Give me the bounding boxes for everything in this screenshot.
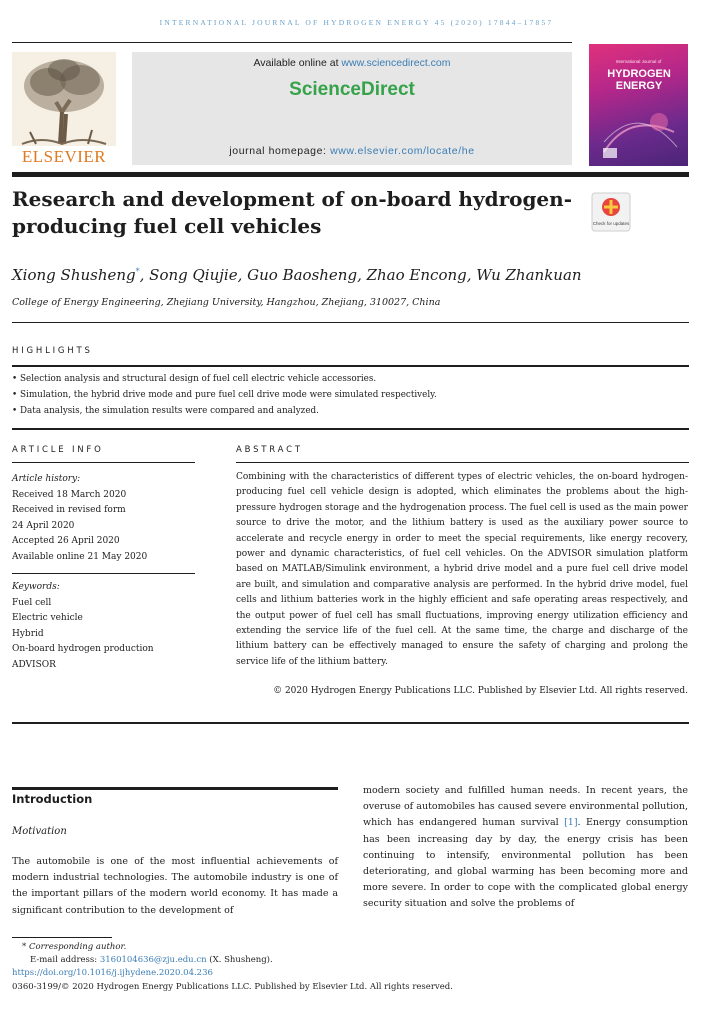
keywords-rule — [12, 573, 195, 574]
history-entry: Accepted 26 April 2020 — [12, 536, 120, 546]
journal-homepage-label: journal homepage: — [229, 145, 331, 157]
corresponding-author-note: * Corresponding author. — [22, 942, 127, 952]
keywords-block — [12, 580, 212, 673]
cover-title-line1: HYDROGEN — [607, 68, 671, 80]
citation-link[interactable]: [1] — [564, 817, 578, 829]
highlight-item: • Selection analysis and structural design of fuel cell electric vehicle accessories. — [12, 374, 377, 384]
history-entry: Available online 21 May 2020 — [12, 551, 148, 562]
email-label: E-mail address: — [30, 955, 100, 965]
cover-title — [595, 68, 683, 92]
sciencedirect-banner — [132, 52, 572, 165]
abstract-rule — [236, 462, 689, 463]
article-title-line2: producing fuel cell vehicles — [12, 214, 322, 238]
highlights-rule-top — [12, 365, 689, 367]
history-entry: 24 April 2020 — [12, 520, 75, 531]
article-history — [12, 472, 212, 565]
corresponding-author-marker[interactable]: * — [135, 267, 140, 276]
motivation-subheading: Motivation — [12, 826, 67, 837]
author-affiliation: College of Energy Engineering, Zhejiang University, Hangzhou, Zhejiang, 310027, China — [12, 297, 441, 308]
sciencedirect-link[interactable]: www.sciencedirect.com — [341, 57, 451, 69]
cover-small-text: International Journal of — [615, 59, 662, 64]
check-for-updates-label: Check for updates — [592, 221, 630, 226]
keyword-item: ADVISOR — [12, 659, 56, 670]
journal-cover-image — [589, 44, 688, 166]
email-link[interactable]: 3160104636@zju.edu.cn — [99, 955, 207, 965]
author-rest: , Song Qiujie, Guo Baosheng, Zhao Encong, Wu Zhankuan — [139, 266, 582, 284]
abstract-copyright: © 2020 Hydrogen Energy Publications LLC. Published by Elsevier Ltd. All rights reserved. — [273, 686, 688, 696]
affiliation-rule — [12, 322, 689, 323]
article-info-rule — [12, 462, 195, 463]
article-title-line1: Research and development of on-board hydrogen- — [12, 187, 572, 211]
keyword-item: On-board hydrogen production — [12, 644, 154, 654]
keyword-item: Fuel cell — [12, 597, 52, 608]
issn-copyright: 0360-3199/© 2020 Hydrogen Energy Publications LLC. Published by Elsevier Ltd. All rights reserved. — [12, 982, 453, 992]
body-right-text-continued: . Energy consumption has been increasing day by day, the energy crisis has been continuing to intensify, environmental pollution has been deteriorating, and global warming has been becoming more and more severe. In order to cope with the complicated global energy security situation and solve the problems of — [363, 817, 688, 910]
body-right-text: modern society and fulfilled human needs. In recent years, the overuse of automobiles has caused severe environmental pollution, which has endangered human survival — [363, 785, 688, 829]
top-rule — [12, 42, 572, 43]
available-online-line — [132, 57, 572, 69]
header-thick-rule — [12, 172, 689, 177]
abstract-heading: ABSTRACT — [236, 445, 303, 455]
author-first: Xiong Shusheng — [12, 266, 136, 284]
article-history-label: Article history: — [12, 474, 81, 484]
highlights-rule-bottom — [12, 428, 689, 430]
introduction-body-right — [363, 783, 688, 913]
abstract-bottom-rule — [12, 722, 689, 724]
history-entry: Received in revised form — [12, 505, 126, 515]
author-list — [12, 266, 692, 284]
history-entry: Received 18 March 2020 — [12, 489, 127, 500]
highlights-heading: HIGHLIGHTS — [12, 346, 93, 356]
introduction-heading: Introduction — [12, 792, 93, 806]
keyword-item: Hybrid — [12, 628, 44, 639]
sciencedirect-logo-text: ScienceDirect — [289, 79, 415, 100]
introduction-body-left: The automobile is one of the most influential achievements of modern industrial technologies. The automobile industry is one of the important pillars of the modern world economy. It has made a significant contribution to the development of — [12, 856, 338, 916]
email-suffix: (X. Shusheng). — [206, 955, 273, 965]
highlight-item: • Simulation, the hybrid drive mode and pure fuel cell drive mode were simulated respectively. — [12, 390, 437, 400]
cover-title-line2: ENERGY — [615, 80, 663, 92]
check-for-updates-icon[interactable] — [591, 192, 631, 232]
journal-running-head: INTERNATIONAL JOURNAL OF HYDROGEN ENERGY 45 (2020) 17844–17857 — [159, 18, 554, 27]
footnote-rule — [12, 937, 112, 938]
keywords-label: Keywords: — [12, 582, 60, 592]
doi-link[interactable]: https://doi.org/10.1016/j.ijhydene.2020.04.236 — [12, 968, 213, 978]
cover-artwork — [599, 102, 679, 162]
email-footnote — [30, 955, 713, 965]
introduction-rule — [12, 787, 338, 790]
highlight-item: • Data analysis, the simulation results were compared and analyzed. — [12, 406, 319, 416]
journal-homepage-link[interactable]: www.elsevier.com/locate/he — [330, 145, 475, 157]
keyword-item: Electric vehicle — [12, 613, 83, 623]
journal-homepage-line — [132, 145, 572, 157]
elsevier-wordmark: ELSEVIER — [21, 147, 107, 166]
article-title — [12, 186, 587, 240]
abstract-text: Combining with the characteristics of different types of electric vehicles, the on-board hydrogen-producing fuel cell vehicle design is adopted, which eliminates the problems about the high-pressure hydrogen storage and the hydrogenation process. The fuel cell is used as the main power source to drive the motor, and the lithium battery is used as the auxiliary power source to accelerate and recycle energy in order to meet the special requirements, like energy recovery, power and dynamic characteristics, of fuel cell vehicles. On the ADVISOR simulation platform based on MATLAB/Simulink environment, a hybrid drive model and a pure fuel cell drive model are built, and simulation and comparative analysis are performed. In the hybrid drive model, fuel cells and lithium batteries work in the highly efficient and safe operating areas respectively, and the output power of fuel cell has small fluctuations, improving energy utilization efficiency and extending the service life of the fuel cell. At the same time, the charge and discharge of the lithium battery can be effectively managed to ensure the safety of charging and prolong the service life of the lithium battery. — [236, 472, 688, 667]
article-info-heading: ARTICLE INFO — [12, 445, 104, 455]
available-online-label: Available online at — [253, 57, 342, 69]
